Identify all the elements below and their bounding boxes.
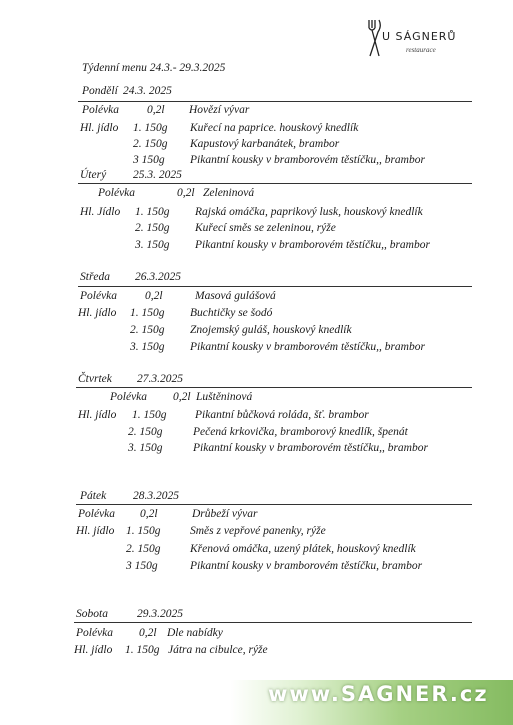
day-name: Čtvrtek	[78, 373, 112, 385]
main-label: Hl. jídlo	[78, 307, 117, 319]
dish-name: Játra na cibulce, rýže	[168, 644, 268, 656]
dish-number: 3. 150g	[130, 341, 165, 353]
main-label: Hl. jídlo	[80, 122, 119, 134]
day-date: 28.3.2025	[133, 490, 179, 502]
soup-size: 0,2l	[177, 187, 195, 199]
dish-number: 3. 150g	[135, 239, 170, 251]
dish-name: Pikantní kousky v bramborovém těstíčku,, brambor	[193, 442, 428, 454]
dish-name: Buchtičky se šodó	[190, 307, 273, 319]
dish-number: 2. 150g	[128, 426, 163, 438]
soup-size: 0,2l	[145, 290, 163, 302]
dish-number: 2. 150g	[126, 543, 161, 555]
day-date: 29.3.2025	[137, 608, 183, 620]
dish-name: Pečená krkovička, bramborový knedlík, špenát	[193, 426, 408, 438]
soup-name: Hovězí vývar	[189, 104, 250, 116]
dish-number: 3. 150g	[128, 442, 163, 454]
dish-name: Kuřecí na paprice. houskový knedlík	[190, 122, 359, 134]
soup-name: Zeleninová	[203, 187, 255, 199]
dish-number: 1. 150g	[135, 206, 170, 218]
dish-number: 2. 150g	[133, 138, 168, 150]
dish-name: Kapustový karbanátek, brambor	[190, 138, 340, 150]
website-link[interactable]: www.SAGNER.cz	[268, 682, 489, 706]
main-label: Hl. jídlo	[74, 644, 113, 656]
restaurant-logo	[366, 18, 476, 68]
dish-name: Pikantní bůčková roláda, šť. brambor	[195, 409, 369, 421]
dish-name: Pikantní kousky v bramborovém těstíčku,, brambor	[190, 341, 425, 353]
soup-name: Luštěninová	[196, 391, 253, 403]
dish-name: Křenová omáčka, uzený plátek, houskový knedlík	[190, 543, 416, 555]
dish-name: Pikantní kousky v bramborovém těstíčku, brambor	[190, 560, 423, 572]
dish-name: Rajská omáčka, paprikový lusk, houskový knedlík	[195, 206, 423, 218]
divider-line	[78, 286, 472, 287]
day-date: 26.3.2025	[135, 271, 181, 283]
dish-number: 1. 150g	[126, 525, 161, 537]
dish-number: 1. 150g	[130, 307, 165, 319]
day-name: Úterý	[80, 169, 107, 181]
main-label: Hl. Jídlo	[80, 206, 121, 218]
day-name: Středa	[80, 271, 111, 283]
dish-number: 2. 150g	[130, 324, 165, 336]
day-name: Pondělí	[82, 85, 118, 97]
dish-number: 2. 150g	[135, 222, 170, 234]
divider-line	[78, 183, 472, 184]
logo-subtitle: restaurace	[406, 46, 436, 54]
soup-name: Drůbeží vývar	[192, 508, 258, 520]
day-date: 24.3. 2025	[123, 85, 172, 97]
dish-number: 1. 150g	[132, 409, 167, 421]
soup-name: Dle nabídky	[167, 627, 223, 639]
dish-name: Znojemský guláš, houskový knedlík	[190, 324, 352, 336]
dish-number: 3 150g	[126, 560, 158, 572]
day-date: 27.3.2025	[137, 373, 183, 385]
soup-label: Polévka	[110, 391, 148, 403]
soup-size: 0,2l	[173, 391, 191, 403]
dish-number: 1. 150g	[133, 122, 168, 134]
divider-line	[74, 622, 472, 623]
dish-number: 3 150g	[133, 154, 165, 166]
divider-line	[76, 387, 472, 388]
main-label: Hl. jídlo	[78, 409, 117, 421]
soup-label: Polévka	[78, 508, 116, 520]
main-label: Hl. jídlo	[76, 525, 115, 537]
menu-heading: Týdenní menu 24.3.- 29.3.2025	[82, 62, 226, 74]
day-date: 25.3. 2025	[133, 169, 182, 181]
fork-knife-icon	[366, 18, 382, 58]
divider-line	[78, 101, 472, 102]
soup-label: Polévka	[80, 290, 118, 302]
dish-name: Kuřecí směs se zeleninou, rýže	[195, 222, 336, 234]
day-name: Pátek	[80, 490, 107, 502]
soup-label: Polévka	[82, 104, 120, 116]
soup-label: Polévka	[98, 187, 136, 199]
soup-label: Polévka	[76, 627, 114, 639]
logo-brand: U SÁGNERŮ	[382, 30, 457, 43]
soup-size: 0,2l	[147, 104, 165, 116]
dish-name: Směs z vepřové panenky, rýže	[190, 525, 326, 537]
dish-name: Pikantní kousky v bramborovém těstíčku,, brambor	[190, 154, 425, 166]
divider-line	[76, 504, 472, 505]
soup-size: 0,2l	[140, 508, 158, 520]
soup-size: 0,2l	[139, 627, 157, 639]
dish-name: Pikantní kousky v bramborovém těstíčku,, brambor	[195, 239, 430, 251]
day-name: Sobota	[76, 608, 108, 620]
dish-number: 1. 150g	[125, 644, 160, 656]
soup-name: Masová gulášová	[195, 290, 276, 302]
